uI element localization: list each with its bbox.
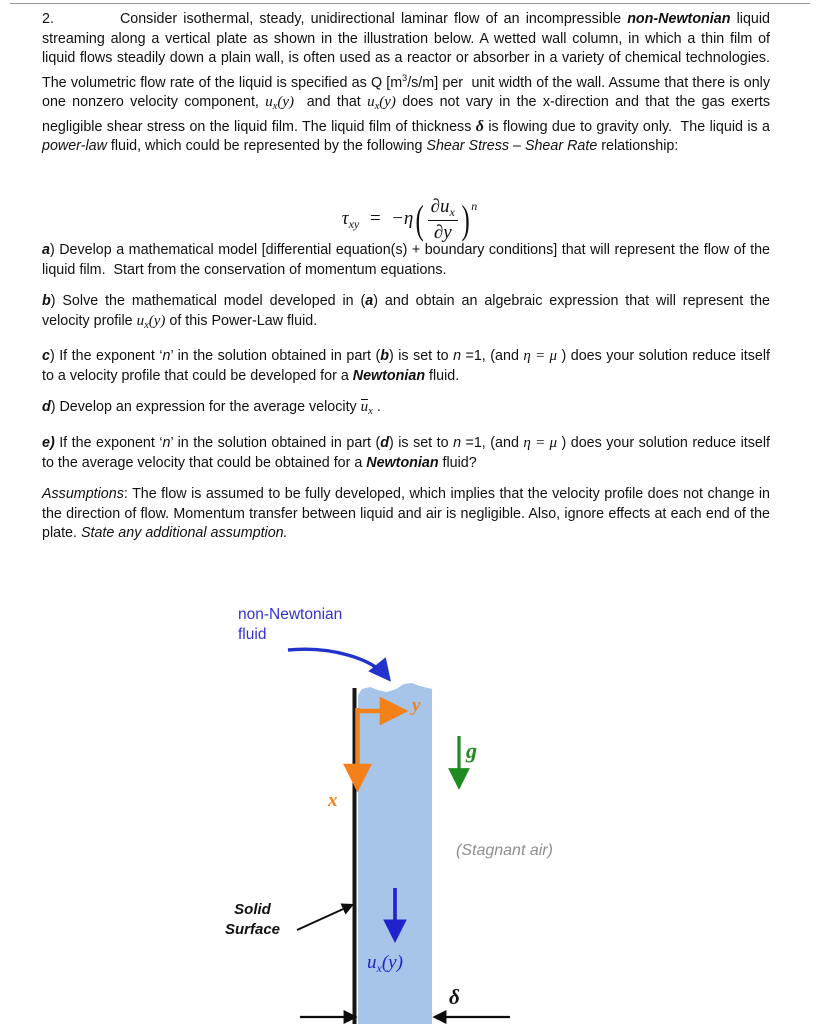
eq-equals: = <box>364 208 387 230</box>
assumptions-body: The flow is assumed to be fully developed, which implies that the velocity profile does not change in the direction of flow. Momentum transfer between liquid and air is negligible. Also, ignore effects at each end of the plate. <box>42 486 771 542</box>
label-axis-x: x <box>328 790 338 811</box>
ref-a: a <box>365 293 374 310</box>
assumptions-paragraph <box>42 485 770 544</box>
part-label-d: d <box>42 399 51 416</box>
solid-surface-leader-line <box>297 905 352 930</box>
eq-exponent-n: n <box>471 199 478 214</box>
label-solid-line2: Surface <box>225 921 281 938</box>
part-label-e: e) <box>42 435 55 452</box>
question-text-column <box>42 10 770 556</box>
figure-svg <box>0 600 819 1024</box>
eq-denominator: ∂y <box>433 222 452 244</box>
shear-stress-equation-block <box>0 196 819 244</box>
part-label-a: a <box>42 241 50 258</box>
label-non-newtonian-line2: fluid <box>238 626 267 643</box>
math-ux-y-1: $u_x(y)$ <box>265 94 295 113</box>
eq-left-paren: ( <box>415 196 425 242</box>
label-axis-y: y <box>412 695 421 716</box>
question-number: 2. <box>42 11 54 27</box>
label-velocity-arg: (y) <box>381 952 403 973</box>
part-d-paragraph: d) Develop an expression for the average velocity $u_x$ . <box>42 399 381 418</box>
eq-fraction <box>428 196 458 244</box>
label-velocity-profile <box>367 952 403 976</box>
math-eta-mu-c: η = μ <box>523 348 558 365</box>
part-c-paragraph: c) If the exponent ‘n’ in the solution obtained in part (b) is set to n =1, (and η = μ ) does your solution reduce itself to a velocity profile that could be developed for a Newtonian fluid. <box>42 348 770 384</box>
math-u-bar-x: $u_x$ <box>360 399 373 418</box>
part-label-c: c <box>42 348 50 365</box>
part-a-paragraph: a) Develop a mathematical model [differential equation(s) + boundary conditions] that will represent the flow of the liquid film. Start from the conservation of momentum equations. <box>42 241 770 278</box>
label-solid-surface <box>225 900 280 940</box>
math-n-e2: n <box>453 435 462 452</box>
ref-d: d <box>380 435 389 452</box>
question-intro-paragraph: 2. Consider isothermal, steady, unidirectional laminar flow of an incompressible non-Newtonian liquid streaming along a vertical plate as shown in the illustration below. A wetted wall column, in which a thin film of liquid flows steadily down a plain wall, is often used as a reactor or absorber in a variety of chemical technologies. The volumetric flow rate of the liquid is specified as Q $[m^3/s/m]$ per unit width of the wall. Assume that there is only one nonzero velocity component, $u_x(y)$ and that $u_x(y)$ does not vary in the x-direction and that the gas exerts negligible shear stress on the liquid film. The liquid film of thickness δ is flowing due to gravity only. The liquid is a power-law fluid, which could be represented by the following Shear Stress – Shear Rate relationship: <box>42 11 770 155</box>
eq-tau: $\tau_{xy}$ <box>341 208 360 232</box>
eq-numerator: $\partial u_x$ <box>428 196 458 221</box>
ref-b: b <box>380 348 389 365</box>
label-solid-line1: Solid <box>234 901 271 918</box>
term-power-law: power-law <box>42 138 107 155</box>
math-ux-y-3: $u_x(y)$ <box>136 312 166 331</box>
label-velocity-sub: x <box>376 961 382 975</box>
part-b-paragraph: b) Solve the mathematical model developed in (a) and obtain an algebraic expression that will represent the velocity profile $u_x(y)$ of this Power-Law fluid. <box>42 293 770 331</box>
label-non-newtonian-line1: non-Newtonian <box>238 606 343 623</box>
label-film-thickness-delta: δ <box>449 985 460 1009</box>
label-stagnant-air: (Stagnant air) <box>456 842 553 859</box>
math-n-e: n <box>162 435 171 452</box>
assumptions-colon: : <box>123 486 133 503</box>
symbol-delta-inline: δ <box>475 117 484 135</box>
eq-minus-eta: −η <box>391 208 414 230</box>
assumptions-heading: Assumptions <box>42 486 124 503</box>
term-non-newtonian: non-Newtonian <box>627 11 731 27</box>
math-ux-y-2: $u_x(y)$ <box>367 94 396 113</box>
part-label-b: b <box>42 293 51 310</box>
page-top-rule <box>10 3 810 4</box>
term-newtonian-c: Newtonian <box>352 367 426 384</box>
math-n-c2: n <box>453 348 462 365</box>
shear-stress-equation <box>342 196 477 244</box>
term-shear-stress-shear-rate: Shear Stress – Shear Rate <box>426 138 598 155</box>
math-n-c: n <box>162 348 171 365</box>
part-e-paragraph: e) If the exponent ‘n’ in the solution obtained in part (d) is set to n =1, (and η = μ ) does your solution reduce itself to the average velocity that could be obtained for a Newtonian fluid? <box>42 435 770 471</box>
label-velocity-symbol: u <box>367 952 377 973</box>
math-eta-mu-e: η = μ <box>523 435 558 452</box>
non-newtonian-pointer-arrow <box>288 649 388 678</box>
term-newtonian-e: Newtonian <box>366 454 439 471</box>
label-non-newtonian-fluid <box>238 605 342 645</box>
eq-right-paren: ) <box>461 196 470 242</box>
label-gravity-g: g <box>466 738 477 763</box>
wetted-wall-figure <box>0 600 819 1024</box>
assumptions-emphasis: State any additional assumption. <box>80 525 288 542</box>
